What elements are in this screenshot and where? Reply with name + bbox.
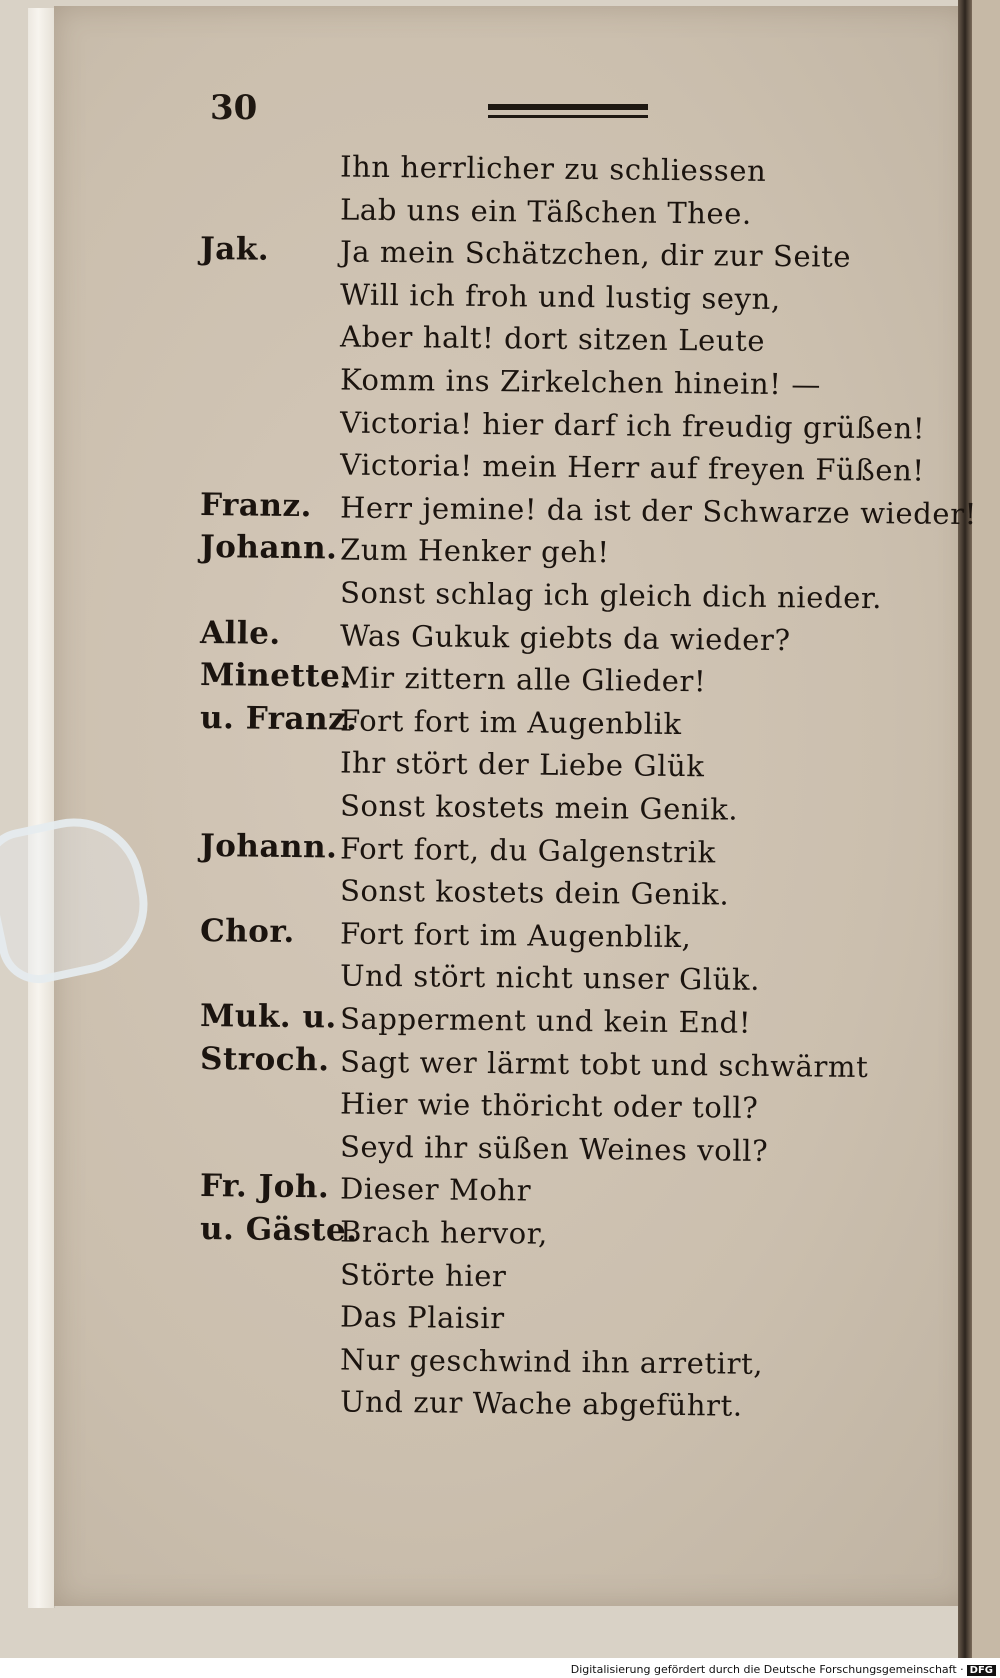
verse-text: Das Plaisir [339,1299,505,1336]
verse-text: Sagt wer lärmt tobt und schwärmt [339,1044,869,1084]
verse-text: Fort fort, du Galgenstrik [339,831,716,870]
speaker-label: Stroch. [199,1040,330,1078]
next-page-edge [972,0,1000,1658]
speaker-label: Fr. Joh. [199,1168,330,1206]
verse-text: Ihr stört der Liebe Glük [339,745,705,784]
verse-text: Seyd ihr süßen Weines voll? [339,1129,769,1168]
verse-text: Komm ins Zirkelchen hinein! — [339,362,822,402]
verse-text: Lab uns ein Täßchen Thee. [339,192,753,231]
verse-text: Zum Henker geh! [339,532,610,570]
speaker-label: Muk. u. [199,998,338,1036]
verse-text: Und stört nicht unser Glük. [339,958,761,998]
verse-text: Störte hier [339,1257,507,1293]
verse-text: Mir zittern alle Glieder! [339,660,707,699]
speaker-label: Jak. [199,231,270,268]
speaker-label: u. Gäste. [199,1211,358,1249]
verse-text: Herr jemine! da ist der Schwarze wieder! [339,490,978,531]
verse-text: Sapperment und kein End! [339,1001,752,1040]
verse-text: Aber halt! dort sitzen Leute [339,319,766,359]
footer-credit [571,1663,996,1676]
verse-text: Will ich froh und lustig seyn, [339,277,781,316]
verse-text: Victoria! hier darf ich freudig grüßen! [339,405,926,446]
verse-text: Ja mein Schätzchen, dir zur Seite [339,234,852,275]
page-edge [28,8,55,1608]
header-rule [488,104,648,118]
speaker-label: Minette. [199,657,352,695]
footer-text: Digitalisierung gefördert durch die Deutsche Forschungsgemeinschaft · [570,1663,964,1676]
speaker-label: Chor. [199,912,295,950]
speaker-label: Johann. [199,827,338,866]
verse-text: Hier wie thöricht oder toll? [339,1086,759,1126]
verse-text: Ihn herrlicher zu schliessen [339,149,767,188]
verse-text: Fort fort im Augenblik, [339,916,692,954]
verse-line [200,1381,960,1435]
verse-text: Fort fort im Augenblik [339,703,682,741]
verse-text: Sonst kostets dein Genik. [339,873,730,912]
dfg-logo: DFG [967,1665,996,1676]
verse-text: Victoria! mein Herr auf freyen Füßen! [339,447,925,488]
verse-text: Was Gukuk giebts da wieder? [339,618,791,657]
speaker-label: Alle. [199,614,281,652]
page-number: 30 [210,88,258,128]
verse-text: Sonst kostets mein Genik. [339,788,739,827]
verse-text: Nur geschwind ihn arretirt, [339,1342,764,1381]
verse-text: Und zur Wache abgeführt. [339,1384,743,1424]
speaker-label: u. Franz. [199,699,358,738]
verse-text: Brach hervor, [339,1214,549,1251]
verse-text: Dieser Mohr [339,1171,532,1208]
speaker-label: Franz. [199,486,313,524]
speaker-label: Johann. [199,529,338,567]
verse-text: Sonst schlag ich gleich dich nieder. [339,575,883,616]
